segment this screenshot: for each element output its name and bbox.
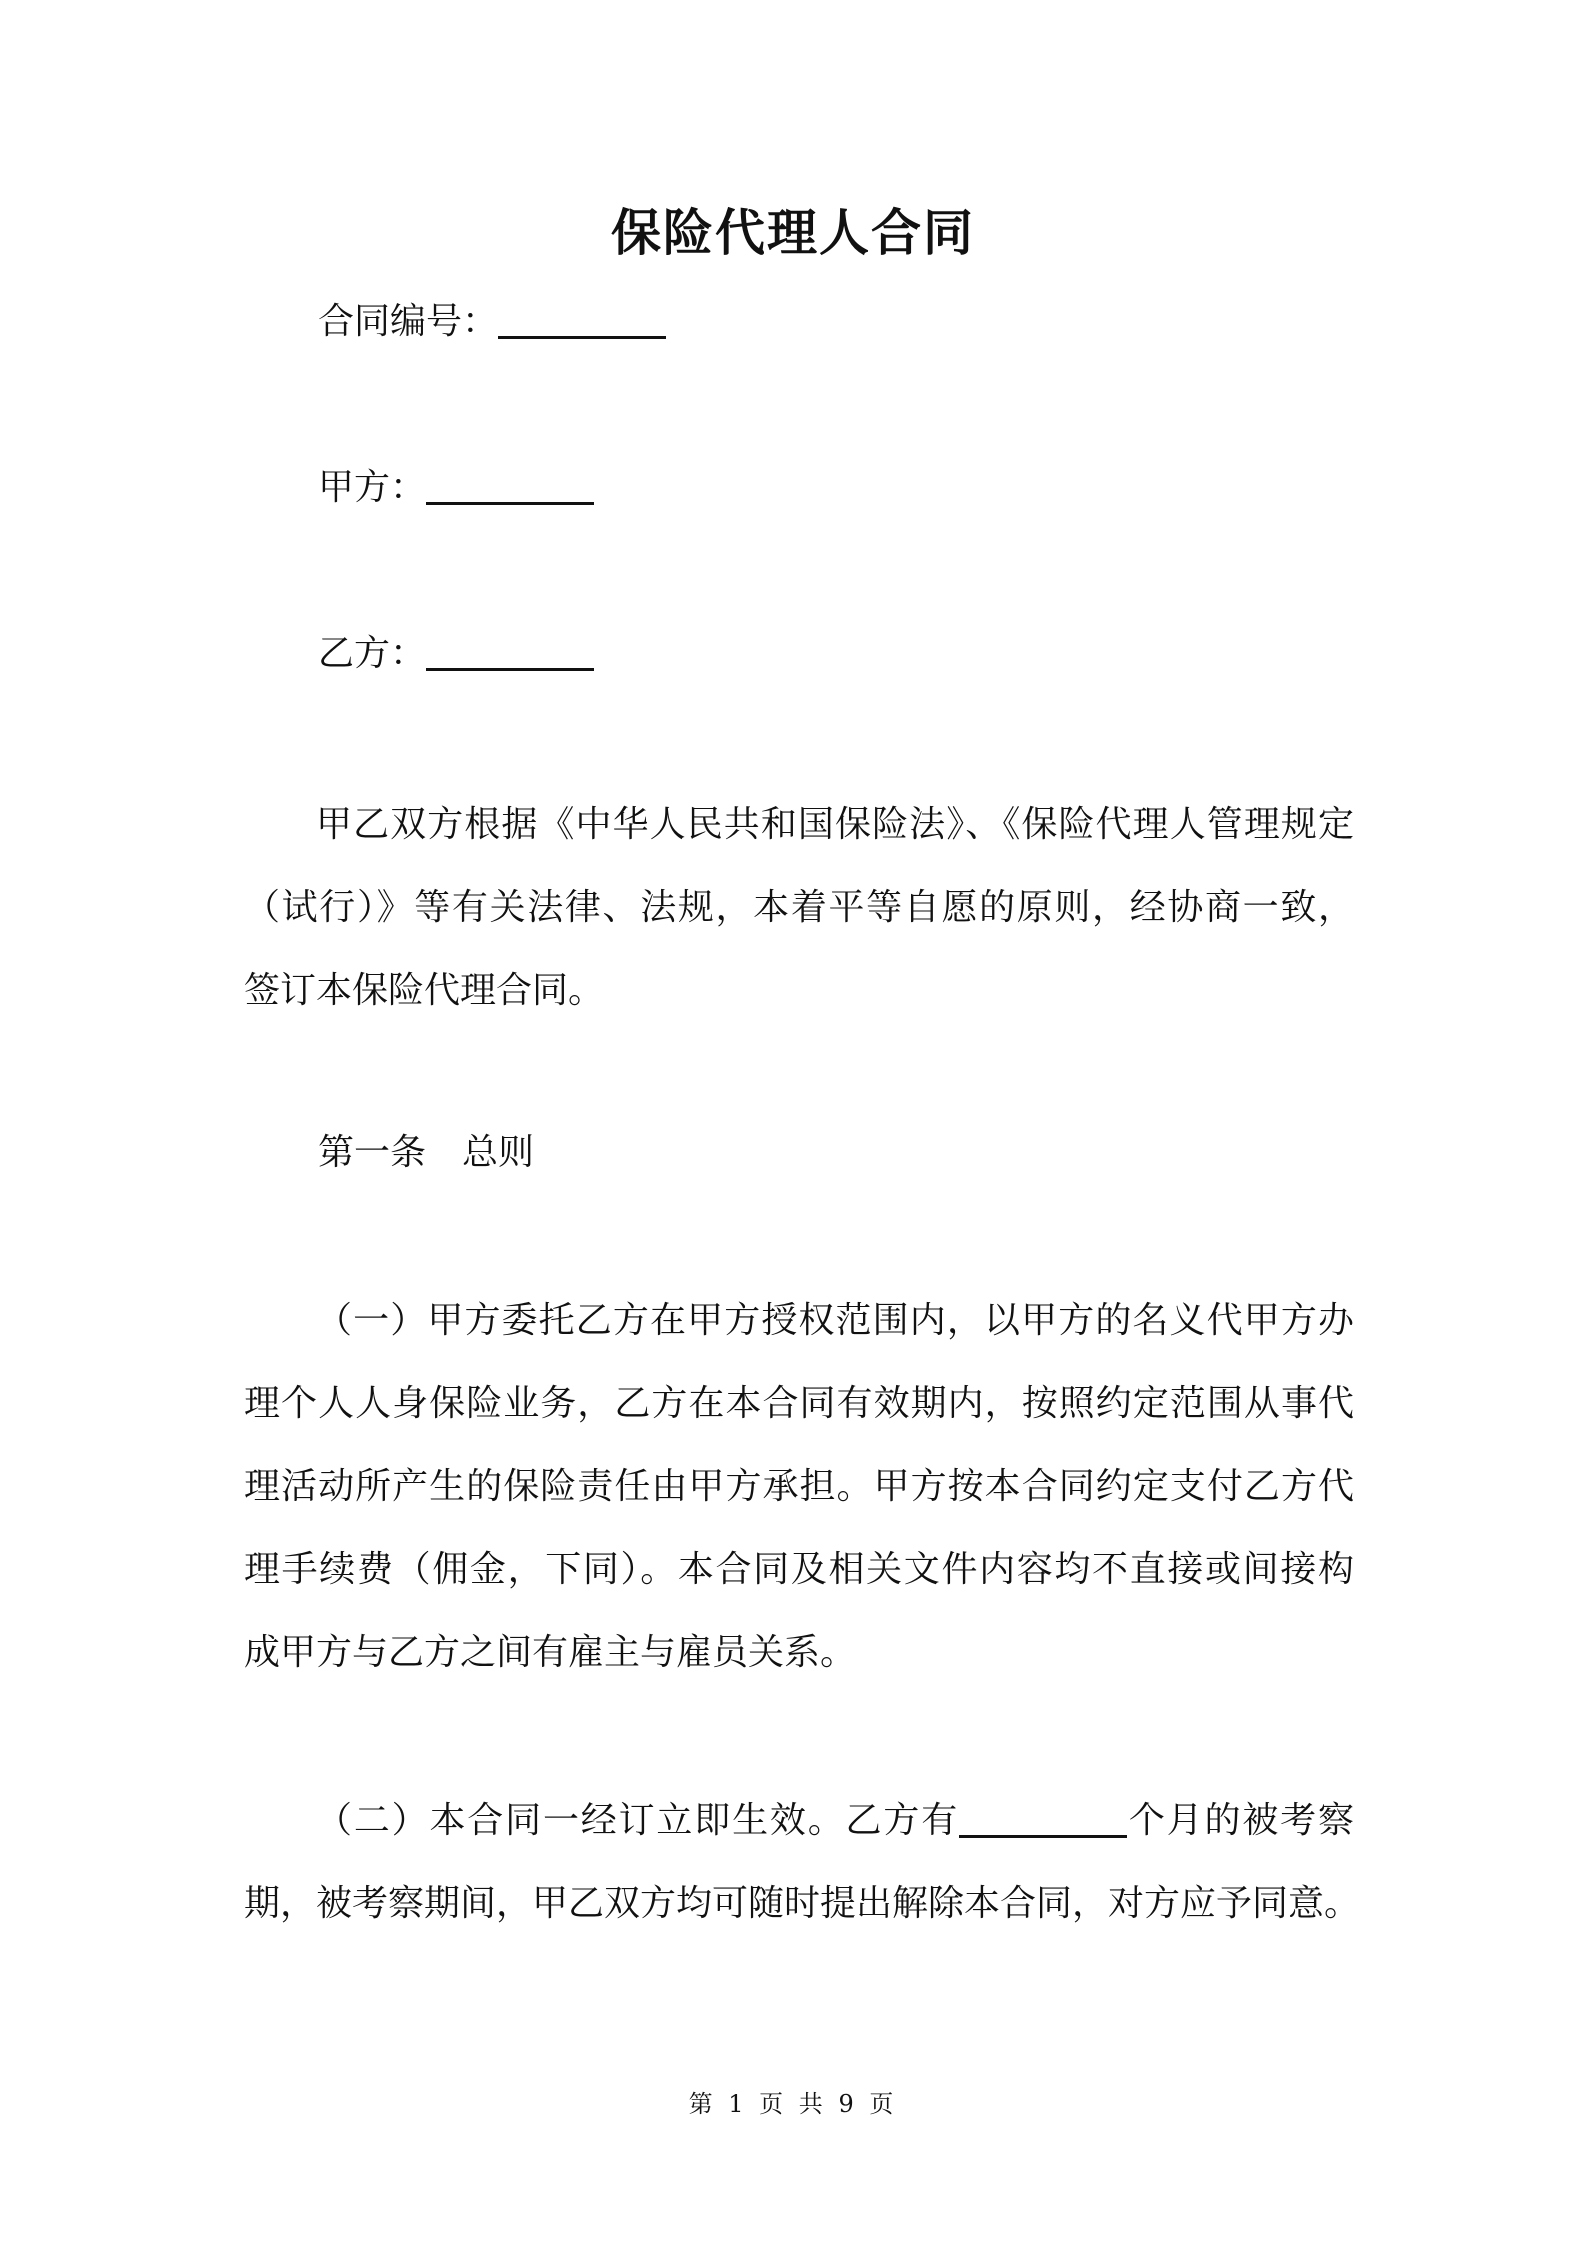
article-title: 总则 xyxy=(462,1132,535,1173)
clause-line: 期，被考察期间，甲乙双方均可随时提出解除本合同，对方应予同意。 xyxy=(244,1883,1361,1924)
contract-number-label: 合同编号： xyxy=(318,301,499,342)
clause-line: （一）甲方委托乙方在甲方授权范围内，以甲方的名义代甲方办 xyxy=(316,1300,1354,1341)
party-a-blank xyxy=(426,462,594,505)
party-a-field xyxy=(318,462,594,513)
clause-1-paragraph xyxy=(244,1279,1354,1694)
intro-paragraph xyxy=(244,783,1354,1032)
party-b-blank xyxy=(426,628,594,671)
clause-2-text-after: 个月的被考察 xyxy=(1127,1800,1354,1841)
contract-number-field xyxy=(318,296,666,347)
party-b-label: 乙方： xyxy=(318,633,427,674)
article-number: 第一条 xyxy=(318,1132,427,1173)
clause-line: 理手续费（佣金，下同）。本合同及相关文件内容均不直接或间接构 xyxy=(244,1549,1354,1590)
party-b-field xyxy=(318,628,594,679)
article-1-heading xyxy=(318,1128,534,1178)
contract-number-blank xyxy=(498,296,666,339)
clause-2-paragraph xyxy=(244,1779,1361,1945)
party-a-label: 甲方： xyxy=(318,467,427,508)
clause-line: 理个人人身保险业务，乙方在本合同有效期内，按照约定范围从事代 xyxy=(244,1383,1354,1424)
intro-line: （试行）》等有关法律、法规，本着平等自愿的原则，经协商一致， xyxy=(244,887,1354,928)
months-blank xyxy=(959,1795,1127,1838)
clause-line: 理活动所产生的保险责任由甲方承担。甲方按本合同约定支付乙方代 xyxy=(244,1466,1354,1507)
clause-line xyxy=(244,1779,1354,1862)
page-footer: 第 1 页 共 9 页 xyxy=(688,2090,898,2118)
intro-line: 签订本保险代理合同。 xyxy=(244,970,605,1011)
clause-2-text-before: （二）本合同一经订立即生效。乙方有 xyxy=(316,1800,960,1841)
page-title: 保险代理人合同 xyxy=(611,203,975,262)
intro-line: 甲乙双方根据《中华人民共和国保险法》、《保险代理人管理规定 xyxy=(316,804,1354,845)
clause-line: 成甲方与乙方之间有雇主与雇员关系。 xyxy=(244,1632,857,1673)
